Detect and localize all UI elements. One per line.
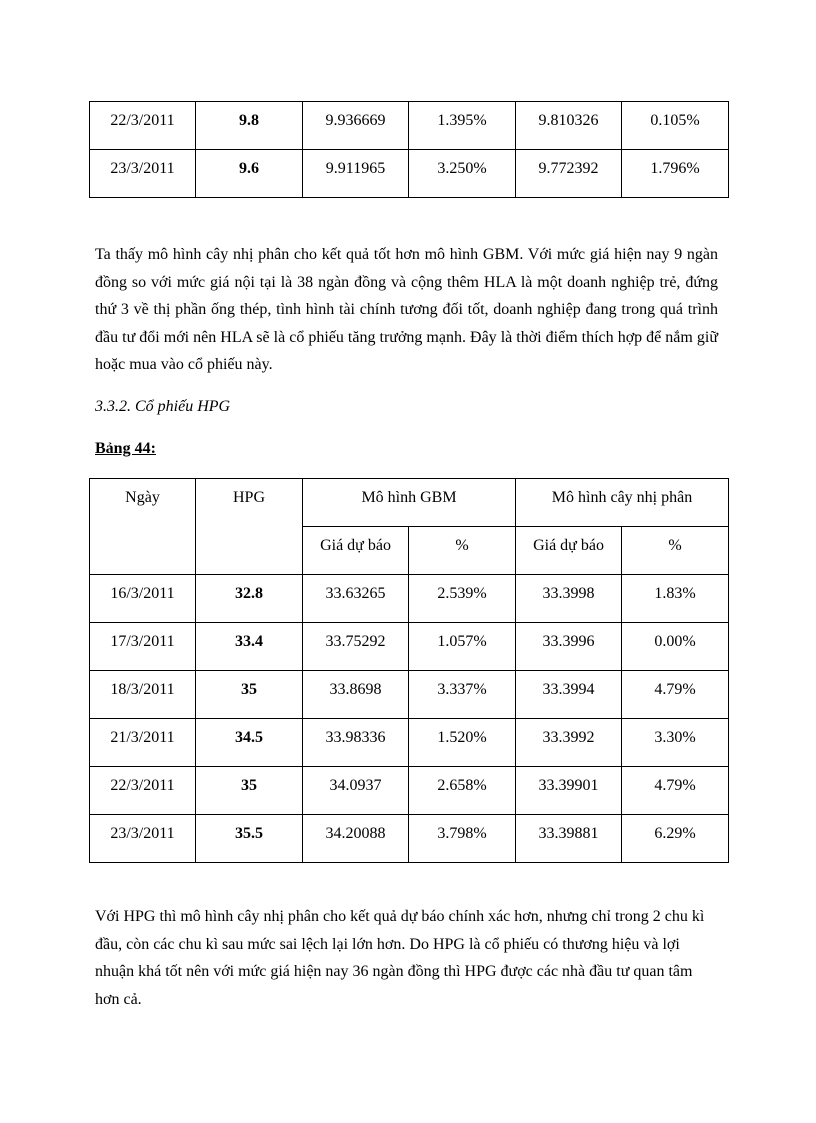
table-row [90, 671, 729, 719]
tree-pct-cell: 1.83% [622, 575, 729, 623]
header-date: Ngày [90, 479, 196, 575]
gbm-pct-cell: 1.395% [409, 102, 516, 150]
table-row [90, 815, 729, 863]
tree-pct-cell: 4.79% [622, 767, 729, 815]
analysis-paragraph-hpg: Với HPG thì mô hình cây nhị phân cho kết quả dự báo chính xác hơn, nhưng chỉ trong 2 chu kì đầu, còn các chu kì sau mức sai lệch lại lớn hơn. Do HPG là cổ phiếu có thương hiệu và lợi nhuận khá tốt nên với mức giá hiện nay 36 ngàn đồng thì HPG được các nhà đầu tư quan tâm hơn cả. [95, 908, 705, 1008]
table-caption: Bảng 44: [95, 440, 156, 457]
gbm-pct-cell: 1.520% [409, 719, 516, 767]
tree-pct-cell: 4.79% [622, 671, 729, 719]
date-cell: 17/3/2011 [90, 623, 196, 671]
date-cell: 23/3/2011 [90, 815, 196, 863]
tree-forecast-cell: 33.3994 [516, 671, 622, 719]
gbm-pct-cell: 2.658% [409, 767, 516, 815]
header-gbm-forecast: Giá dự báo [303, 527, 409, 575]
header-ticker: HPG [196, 479, 303, 575]
gbm-forecast-cell: 34.0937 [303, 767, 409, 815]
gbm-pct-cell: 3.337% [409, 671, 516, 719]
tree-forecast-cell: 9.772392 [516, 150, 622, 198]
header-row [90, 479, 729, 527]
table-row [90, 623, 729, 671]
gbm-forecast-cell: 9.936669 [303, 102, 409, 150]
gbm-pct-cell: 1.057% [409, 623, 516, 671]
top-forecast-table [89, 101, 729, 198]
gbm-forecast-cell: 33.63265 [303, 575, 409, 623]
tree-pct-cell: 0.00% [622, 623, 729, 671]
tree-pct-cell: 0.105% [622, 102, 729, 150]
price-cell: 33.4 [196, 623, 303, 671]
gbm-forecast-cell: 9.911965 [303, 150, 409, 198]
price-cell: 34.5 [196, 719, 303, 767]
price-cell: 35 [196, 671, 303, 719]
tree-pct-cell: 1.796% [622, 150, 729, 198]
price-cell: 35 [196, 767, 303, 815]
gbm-forecast-cell: 33.98336 [303, 719, 409, 767]
date-cell: 18/3/2011 [90, 671, 196, 719]
header-binomial-tree-model: Mô hình cây nhị phân [516, 479, 729, 527]
gbm-forecast-cell: 33.8698 [303, 671, 409, 719]
header-tree-pct: % [622, 527, 729, 575]
table-row [90, 102, 729, 150]
table-row [90, 575, 729, 623]
tree-forecast-cell: 33.3998 [516, 575, 622, 623]
gbm-pct-cell: 2.539% [409, 575, 516, 623]
header-gbm-model: Mô hình GBM [303, 479, 516, 527]
tree-forecast-cell: 33.39881 [516, 815, 622, 863]
price-cell: 9.6 [196, 150, 303, 198]
price-cell: 32.8 [196, 575, 303, 623]
gbm-pct-cell: 3.798% [409, 815, 516, 863]
table-row [90, 719, 729, 767]
table-row [90, 767, 729, 815]
date-cell: 21/3/2011 [90, 719, 196, 767]
price-cell: 35.5 [196, 815, 303, 863]
analysis-paragraph-hla: Ta thấy mô hình cây nhị phân cho kết quả tốt hơn mô hình GBM. Với mức giá hiện nay 9 ngàn đồng so với mức giá nội tại là 38 ngàn đồng và cộng thêm HLA là một doanh nghiệp trẻ, đứng thứ 3 về thị phần ống thép, tình hình tài chính tương đối tốt, doanh nghiệp đang trong quá trình đầu tư đổi mới nên HLA sẽ là cổ phiếu tăng trưởng mạnh. Đây là thời điểm thích hợp để nắm giữ hoặc mua vào cổ phiếu này. [95, 246, 718, 373]
gbm-forecast-cell: 33.75292 [303, 623, 409, 671]
date-cell: 23/3/2011 [90, 150, 196, 198]
tree-forecast-cell: 33.3996 [516, 623, 622, 671]
price-cell: 9.8 [196, 102, 303, 150]
tree-forecast-cell: 9.810326 [516, 102, 622, 150]
date-cell: 22/3/2011 [90, 102, 196, 150]
tree-pct-cell: 3.30% [622, 719, 729, 767]
header-gbm-pct: % [409, 527, 516, 575]
header-tree-forecast: Giá dự báo [516, 527, 622, 575]
gbm-forecast-cell: 34.20088 [303, 815, 409, 863]
section-heading: 3.3.2. Cổ phiếu HPG [95, 398, 231, 415]
hpg-forecast-table [89, 478, 729, 863]
tree-forecast-cell: 33.3992 [516, 719, 622, 767]
gbm-pct-cell: 3.250% [409, 150, 516, 198]
date-cell: 16/3/2011 [90, 575, 196, 623]
tree-forecast-cell: 33.39901 [516, 767, 622, 815]
date-cell: 22/3/2011 [90, 767, 196, 815]
tree-pct-cell: 6.29% [622, 815, 729, 863]
table-row [90, 150, 729, 198]
